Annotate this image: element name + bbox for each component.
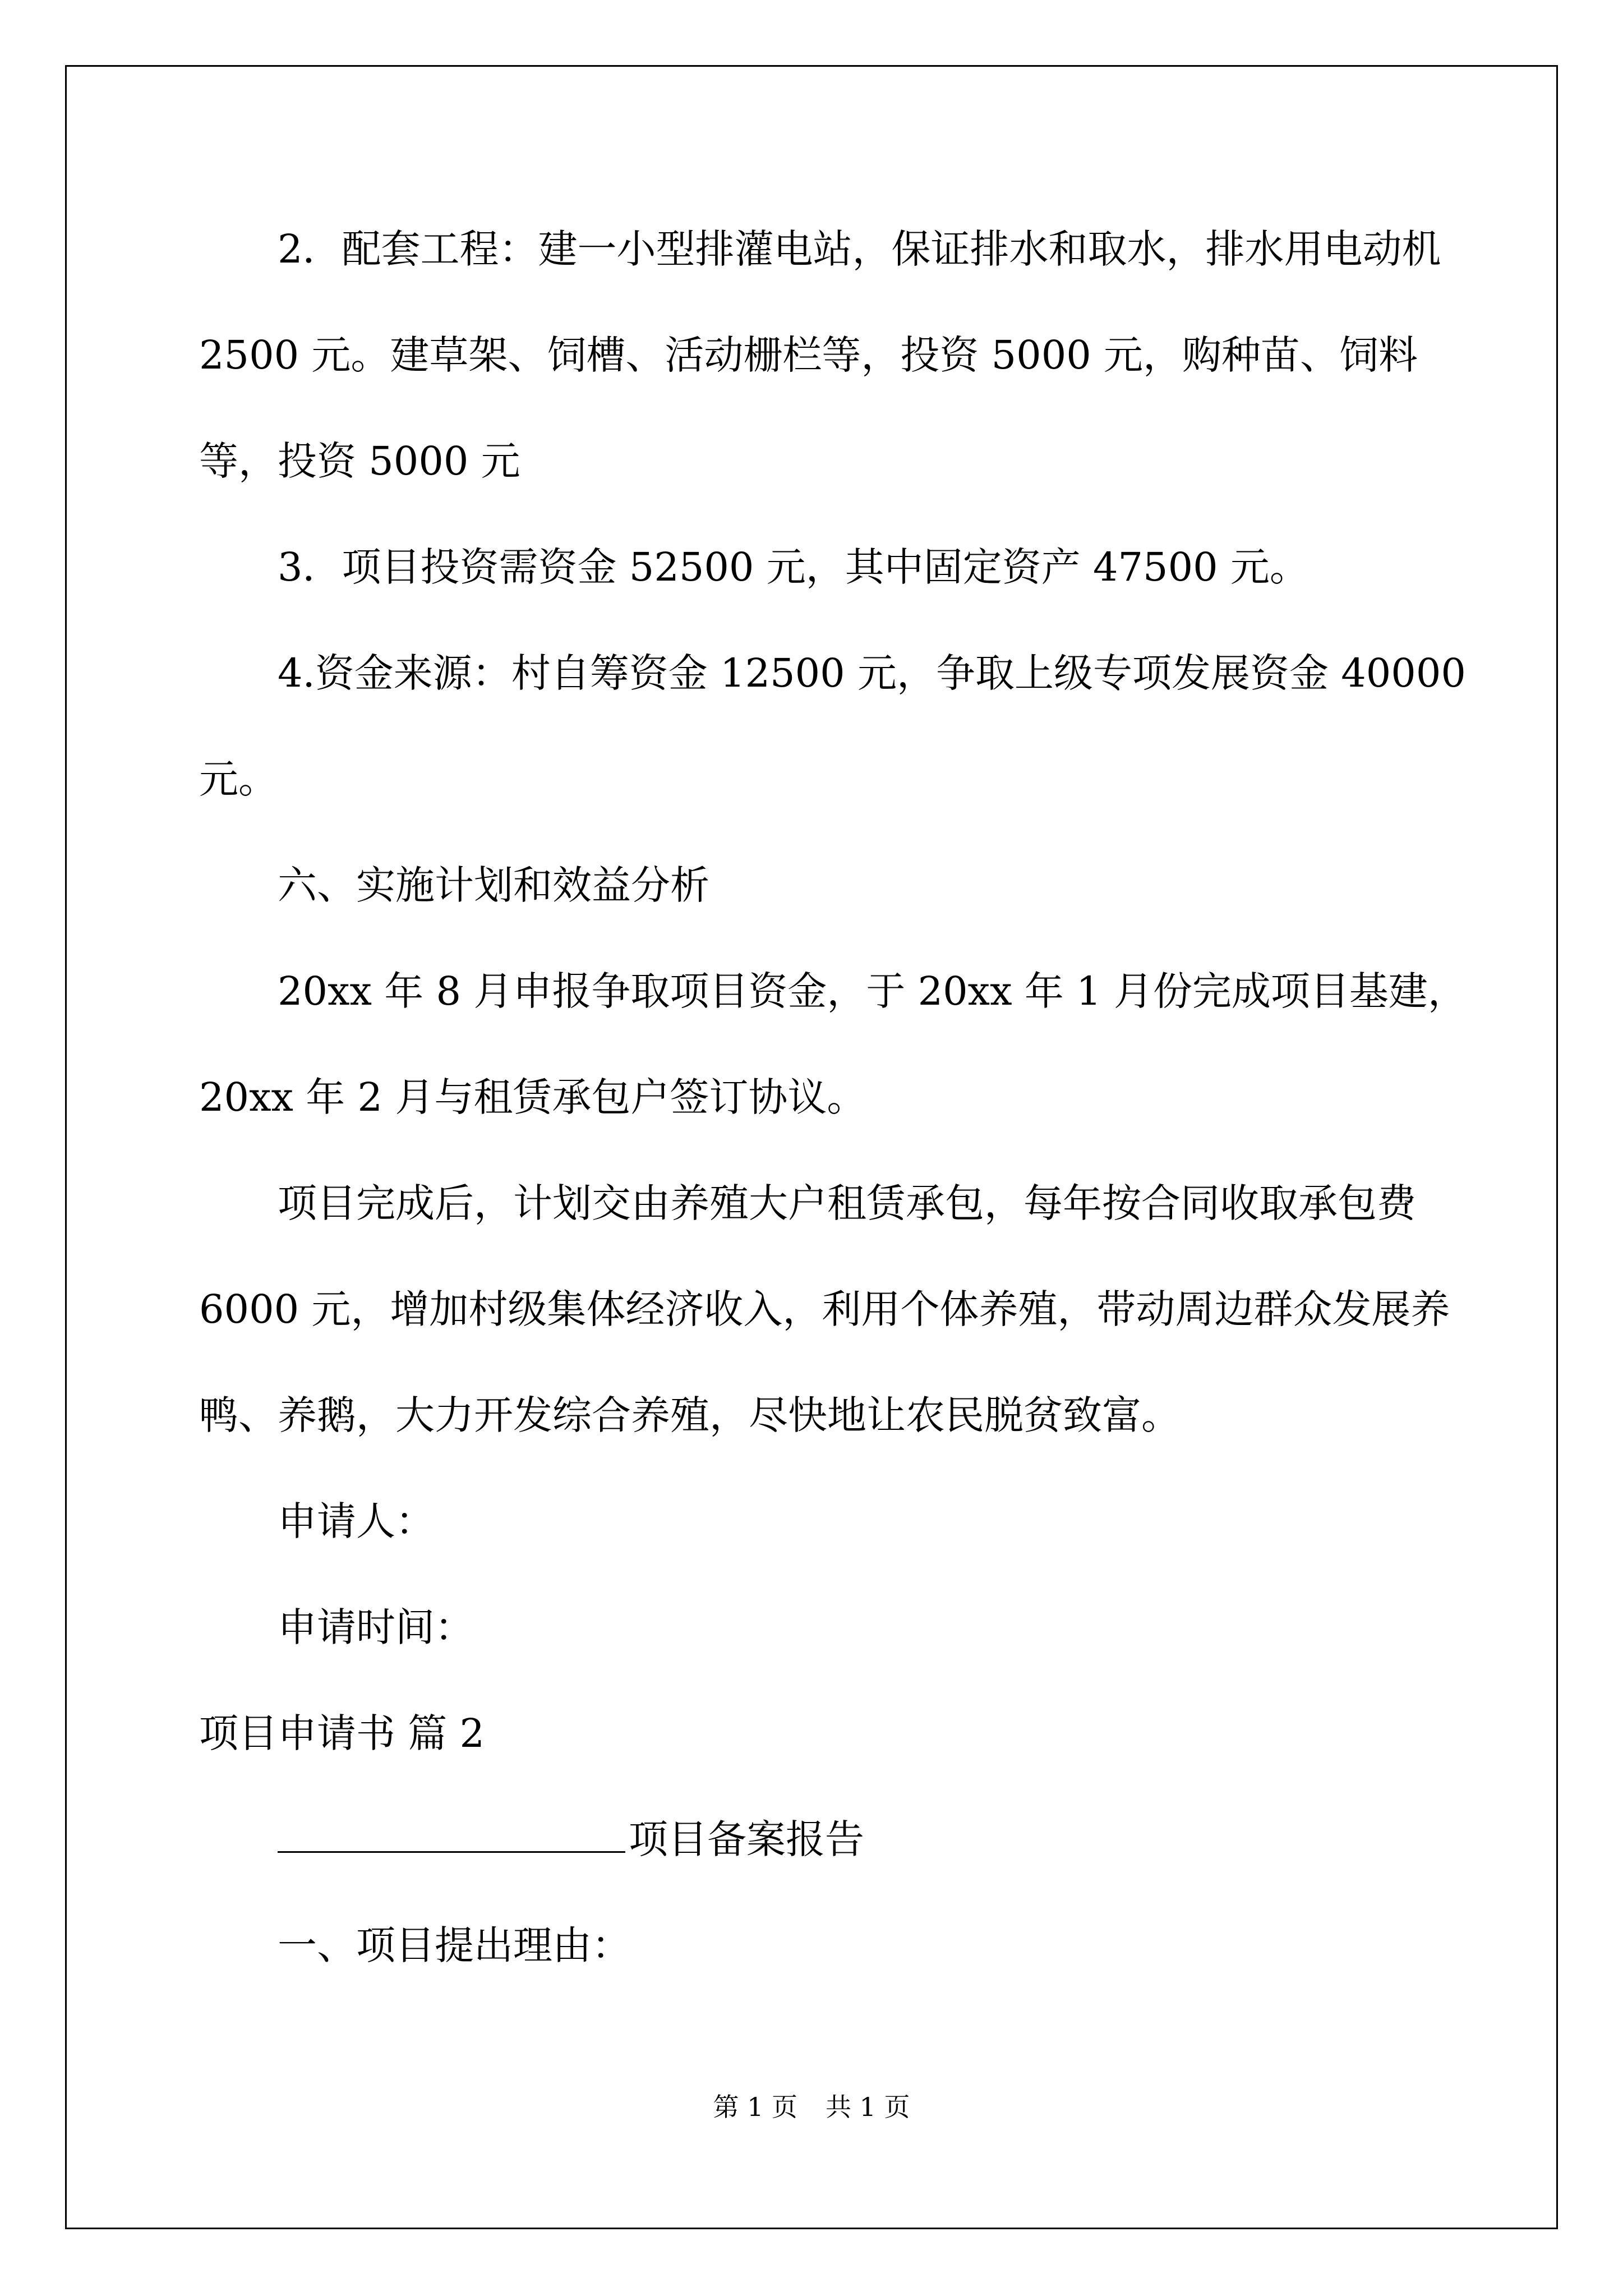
page-number: 第 1 页 (713, 2092, 797, 2122)
applicant-label: 申请人： (278, 1498, 435, 1544)
blank-fill-line (278, 1818, 625, 1853)
page-total: 共 1 页 (826, 2092, 910, 2122)
paragraph-supporting-works: 2．配套工程：建一小型排灌电站，保证排水和取水，排水用电动机 2500 元。建草架、饲槽、活动栅栏等，投资 5000 元，购种苗、饲料等，投资 5000 元 (199, 226, 1441, 484)
document-body (199, 196, 1489, 1999)
paragraph-funding-source: 4.资金来源：村自筹资金 12500 元，争取上级专项发展资金 40000 元。 (199, 650, 1466, 802)
paragraph-investment-total: 3．项目投资需资金 52500 元，其中固定资产 47500 元。 (278, 544, 1309, 590)
report-title (199, 1787, 1489, 1893)
heading-implementation-plan: 六、实施计划和效益分析 (278, 862, 709, 908)
application-date-label: 申请时间： (278, 1604, 474, 1650)
subheading-project-reason: 一、项目提出理由： (278, 1922, 631, 1968)
page-footer (0, 2087, 1623, 2124)
section-heading: 项目申请书 篇 2 (199, 1710, 485, 1756)
report-title-text: 项目备案报告 (629, 1816, 864, 1862)
paragraph-benefits: 项目完成后，计划交由养殖大户租赁承包，每年按合同收取承包费 6000 元，增加村级集体经济收入，利用个体养殖，带动周边群众发展养鸭、养鹅，大力开发综合养殖，尽快地让农民脱贫致富。 (199, 1180, 1450, 1438)
paragraph-schedule: 20xx 年 8 月申报争取项目资金，于 20xx 年 1 月份完成项目基建，20xx 年 2 月与租赁承包户签订协议。 (199, 968, 1467, 1120)
